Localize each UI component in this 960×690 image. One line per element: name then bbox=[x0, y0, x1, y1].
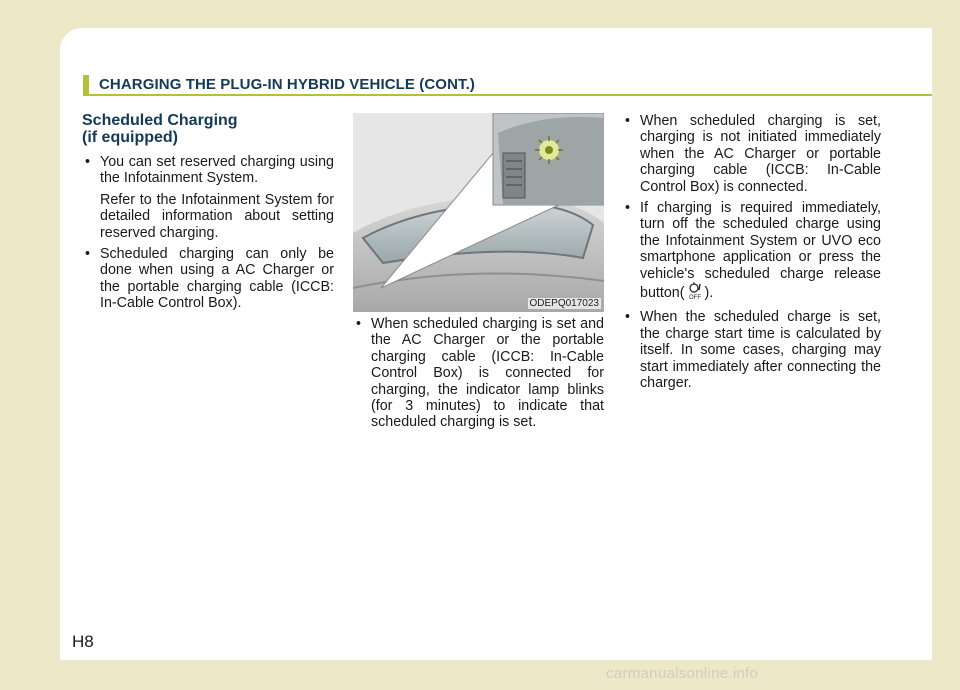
section-heading-line2: (if equipped) bbox=[82, 129, 178, 146]
paragraph-refer-infotainment: Refer to the Infotainment System for detailed information about setting reserved charging. bbox=[100, 191, 334, 241]
watermark: carmanualsonline.info bbox=[606, 665, 759, 682]
bullet-start-time-calculated: • When the scheduled charge is set, the charge start time is calculated by itself. In some cases, charging may start immediately after connecting the charger. bbox=[622, 309, 881, 391]
immediate-charging-text-end: ). bbox=[704, 285, 714, 302]
section-heading-line1: Scheduled Charging bbox=[82, 112, 238, 129]
column-left bbox=[82, 112, 334, 317]
bullet-charging-not-initiated: • When scheduled charging is set, charging is not initiated immediately when the AC Charger or portable charging cable (ICCB: In-Cable Control Box) is connected. bbox=[622, 113, 881, 195]
scheduled-charge-release-icon bbox=[685, 282, 705, 304]
page-number: H8 bbox=[72, 632, 94, 651]
dashboard-photo bbox=[353, 113, 604, 312]
bullet-reserved-charging: • You can set reserved charging using the Infotainment System. bbox=[82, 154, 334, 187]
icon-off-label: OFF bbox=[688, 295, 701, 301]
dashboard-illustration bbox=[353, 113, 604, 312]
column-middle bbox=[353, 316, 604, 436]
page-header-title: CHARGING THE PLUG-IN HYBRID VEHICLE (CONT.) bbox=[99, 76, 475, 93]
header-accent-bar bbox=[83, 75, 89, 95]
header-divider bbox=[83, 94, 932, 96]
bullet-charger-requirement: • Scheduled charging can only be done when using a AC Charger or the portable charging cable (ICCB: In-Cable Control Box). bbox=[82, 246, 334, 312]
section-heading bbox=[82, 112, 334, 146]
figure-caption: ODEPQ017023 bbox=[529, 298, 599, 309]
bullet-immediate-charging bbox=[622, 200, 881, 304]
column-right bbox=[622, 113, 881, 397]
immediate-charging-text: If charging is required immediately, turn off the scheduled charge using the Infotainment System or UVO eco smartphone application or press the vehicle's scheduled charge release button( bbox=[640, 200, 881, 302]
bullet-indicator-blinks: • When scheduled charging is set and the AC Charger or the portable charging cable (ICCB: In-Cable Control Box) is connected for charging, the indicator lamp blinks (for 3 minutes) to indicate that scheduled charging is set. bbox=[353, 316, 604, 431]
